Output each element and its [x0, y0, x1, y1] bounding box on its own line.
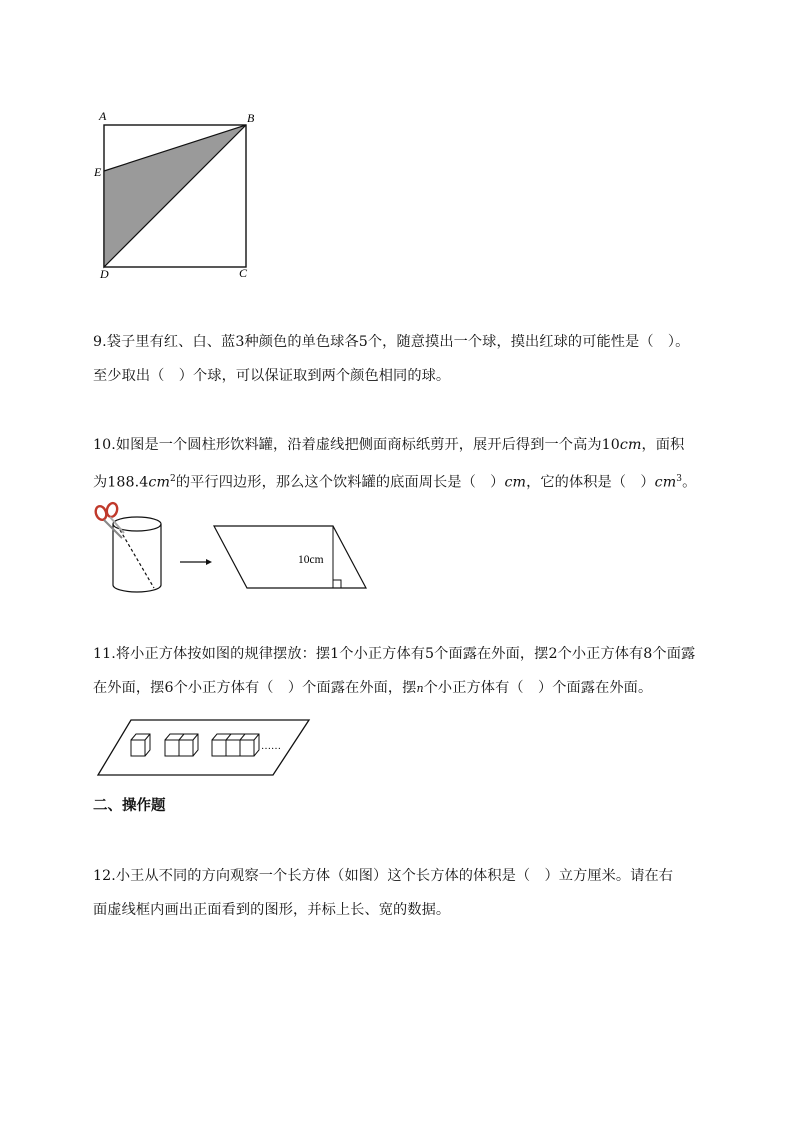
section-heading-operations: 二、操作题: [93, 798, 166, 814]
cubes-figure: [95, 716, 315, 780]
q9-line1: 9.袋子里有红、白、蓝3种颜色的单色球各5个，随意摸出一个球，摸出红球的可能性是（ ）。: [93, 334, 690, 350]
q10-line2-a: 为188.4: [93, 474, 149, 491]
q10-line1-end: ，面积: [641, 437, 685, 453]
cube-group-2: [165, 734, 198, 756]
label-b: B: [247, 111, 255, 125]
q10-sup-2: 2: [170, 474, 176, 484]
cube-group-3: [212, 734, 259, 756]
q12-line1: 12.小王从不同的方向观察一个长方体（如图）这个长方体的体积是（ ）立方厘米。请在右: [93, 868, 674, 884]
question-11: [93, 637, 705, 705]
q10-sup-3: 3: [676, 474, 683, 484]
question-10: [93, 428, 705, 496]
scissors-icon: [94, 502, 124, 538]
q10-unit-cm2: cm: [148, 474, 171, 491]
question-12: [93, 859, 705, 927]
q11-line2-a: 在外面，摆6个小正方体有（ ）个面露在外面，摆: [93, 680, 417, 696]
label-d: D: [100, 267, 109, 281]
q11-line1: 11.将小正方体按如图的规律摆放：摆1个小正方体有5个面露在外面，摆2个小正方体有8个面露: [93, 646, 696, 662]
q10-line2-end: 。: [682, 474, 697, 491]
q9-line2: 至少取出（ ）个球，可以保证取到两个颜色相同的球。: [93, 368, 451, 384]
q10-line2-c: ，它的体积是（ ）: [526, 474, 655, 491]
cylinder-figure: [90, 500, 380, 600]
q10-line2: [93, 462, 705, 496]
q10-line1: [93, 428, 705, 462]
parallelogram: [214, 526, 366, 588]
q10-line2-b: 的平行四边形，那么这个饮料罐的底面周长是（ ）: [175, 474, 505, 491]
q12-line2: 面虚线框内画出正面看到的图形，并标上长、宽的数据。: [93, 902, 451, 918]
arrow-right-icon: [180, 559, 212, 565]
cube-group-1: [131, 734, 150, 756]
square-figure: [88, 105, 268, 290]
q11-line2-b: 个小正方体有（ ）个面露在外面。: [423, 680, 653, 696]
label-a: A: [99, 109, 107, 123]
q10-unit-cm-b: cm: [504, 474, 527, 491]
label-c: C: [239, 266, 248, 280]
ellipsis-dots: ……: [261, 741, 281, 752]
q10-unit-cm3: cm: [654, 474, 677, 491]
q10-unit-cm: cm: [619, 437, 642, 453]
q11-line2: [93, 671, 705, 705]
q10-line1-text: 10.如图是一个圆柱形饮料罐，沿着虚线把侧面商标纸剪开，展开后得到一个高为10: [93, 437, 620, 453]
height-label: 10cm: [298, 554, 324, 566]
label-e: E: [94, 165, 102, 179]
question-9: [93, 325, 705, 393]
shaded-triangle: [104, 125, 246, 267]
q11-var-n: n: [416, 682, 424, 695]
